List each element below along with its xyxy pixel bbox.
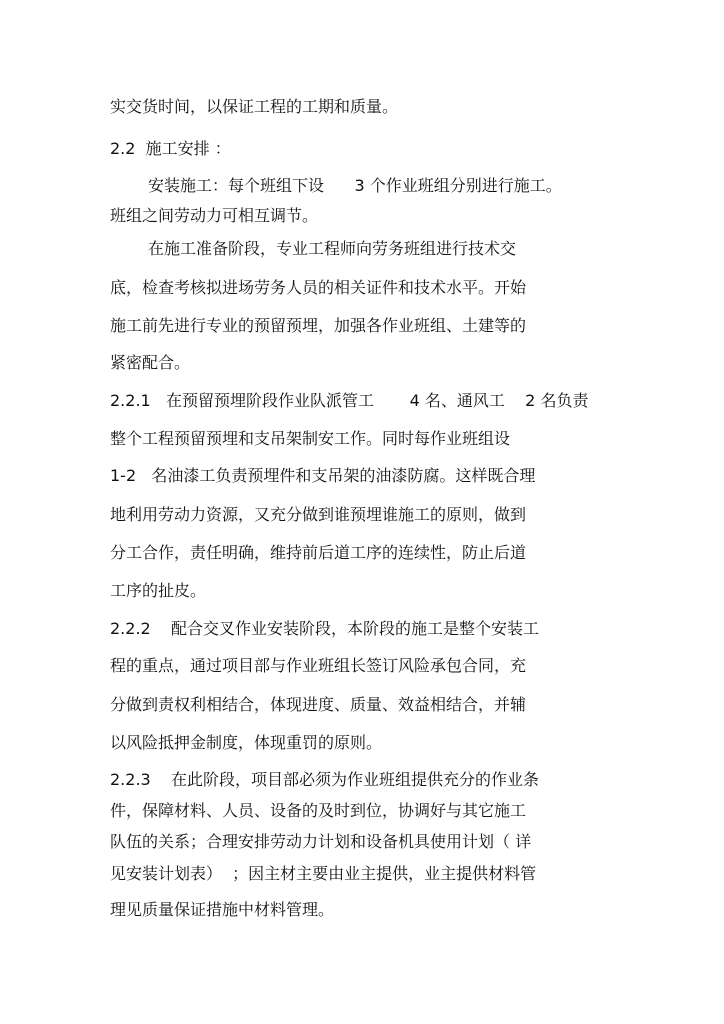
text-line: 分工合作，责任明确，维持前后道工序的连续性，防止后道 (110, 543, 527, 562)
text-line: 实交货时间，以保证工程的工期和质量。 (110, 97, 399, 116)
text-line: 紧密配合。 (110, 353, 191, 372)
section-heading-2-2-3: 2.2.3 在此阶段，项目部必须为作业班组提供充分的作业条 (110, 770, 540, 789)
text-line: 整个工程预留预埋和支吊架制安工作。同时每作业班组设 (110, 429, 511, 448)
text-line: 程的重点，通过项目部与作业班组长签订风险承包合同，充 (110, 656, 527, 675)
text-line: 班组之间劳动力可相互调节。 (110, 206, 319, 225)
text-line: 分做到责权利相结合，体现进度、质量、效益相结合，并辅 (110, 695, 527, 714)
section-heading-2-2: 2.2 施工安排 ： (110, 139, 231, 158)
text-line: 以风险抵押金制度，体现重罚的原则。 (110, 733, 383, 752)
text-line: 安装施工：每个班组下设 3 个作业班组分别进行施工。 (148, 176, 562, 195)
text-line: 见安装计划表） ；因主材主要由业主提供，业主提供材料管 (110, 864, 537, 883)
text-line: 底，检查考核拟进场劳务人员的相关证件和技术水平。开始 (110, 278, 527, 297)
text-line: 件，保障材料、人员、设备的及时到位，协调好与其它施工 (110, 801, 527, 820)
text-line: 在施工准备阶段，专业工程师向劳务班组进行技术交 (148, 239, 517, 258)
text-line: 施工前先进行专业的预留预埋，加强各作业班组、土建等的 (110, 316, 527, 335)
text-line: 理见质量保证措施中材料管理。 (110, 900, 335, 919)
text-line: 地利用劳动力资源，又充分做到谁预埋谁施工的原则，做到 (110, 505, 527, 524)
text-line: 1-2 名油漆工负责预埋件和支吊架的油漆防腐。这样既合理 (110, 466, 536, 485)
text-line: 队伍的关系；合理安排劳动力计划和设备机具使用计划（ 详 (110, 832, 532, 851)
text-line: 工序的扯皮。 (110, 581, 207, 600)
section-heading-2-2-2: 2.2.2 配合交叉作业安装阶段，本阶段的施工是整个安装工 (110, 619, 540, 638)
section-heading-2-2-1: 2.2.1 在预留预埋阶段作业队派管工 4 名、通风工 2 名负责 (110, 391, 589, 410)
